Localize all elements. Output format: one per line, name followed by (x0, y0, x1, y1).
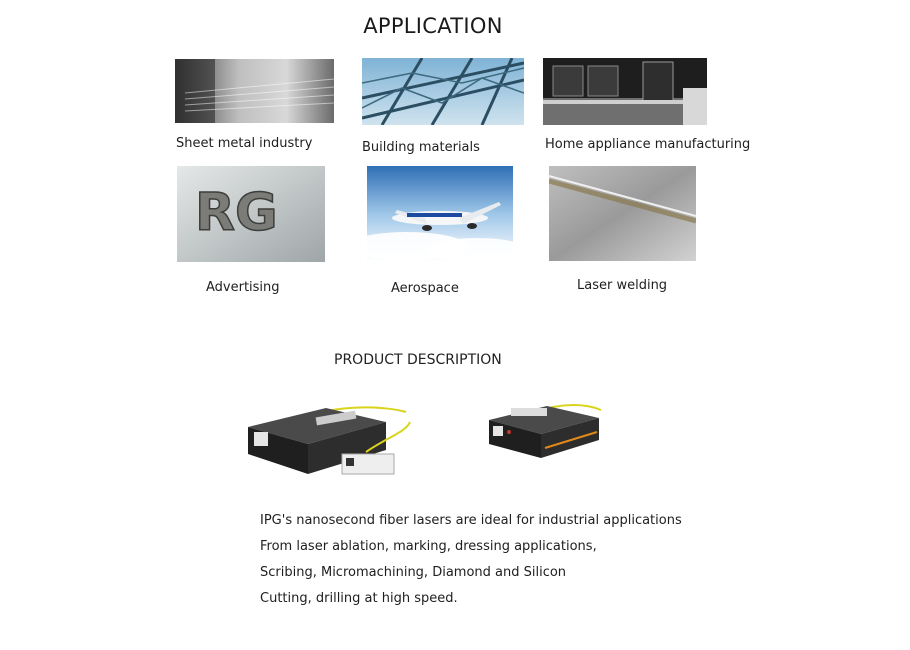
description-line-4: Cutting, drilling at high speed. (260, 591, 458, 606)
description-line-1: IPG's nanosecond fiber lasers are ideal for industrial applications (260, 513, 682, 528)
fiber-laser-unit-compact-image (487, 402, 602, 460)
description-line-2: From laser ablation, marking, dressing applications, (260, 539, 597, 554)
caption-aerospace: Aerospace (391, 281, 459, 296)
section-title-product: PRODUCT DESCRIPTION (334, 352, 502, 368)
laser-welding-image (549, 166, 696, 261)
building-materials-image (362, 58, 524, 125)
advertising-image (177, 166, 325, 262)
caption-home-appliance: Home appliance manufacturing (545, 137, 751, 152)
section-title-application: APPLICATION (363, 14, 503, 38)
caption-advertising: Advertising (206, 280, 280, 295)
caption-sheet-metal: Sheet metal industry (176, 136, 313, 151)
caption-building-materials: Building materials (362, 140, 480, 155)
advertising-logo-letters: RG (195, 183, 278, 243)
fiber-laser-unit-large-image (246, 402, 412, 482)
caption-laser-welding: Laser welding (577, 278, 668, 293)
sheet-metal-image (175, 59, 334, 123)
home-appliance-image (543, 58, 707, 125)
description-line-3: Scribing, Micromachining, Diamond and Silicon (260, 565, 567, 580)
aerospace-image (367, 166, 513, 261)
